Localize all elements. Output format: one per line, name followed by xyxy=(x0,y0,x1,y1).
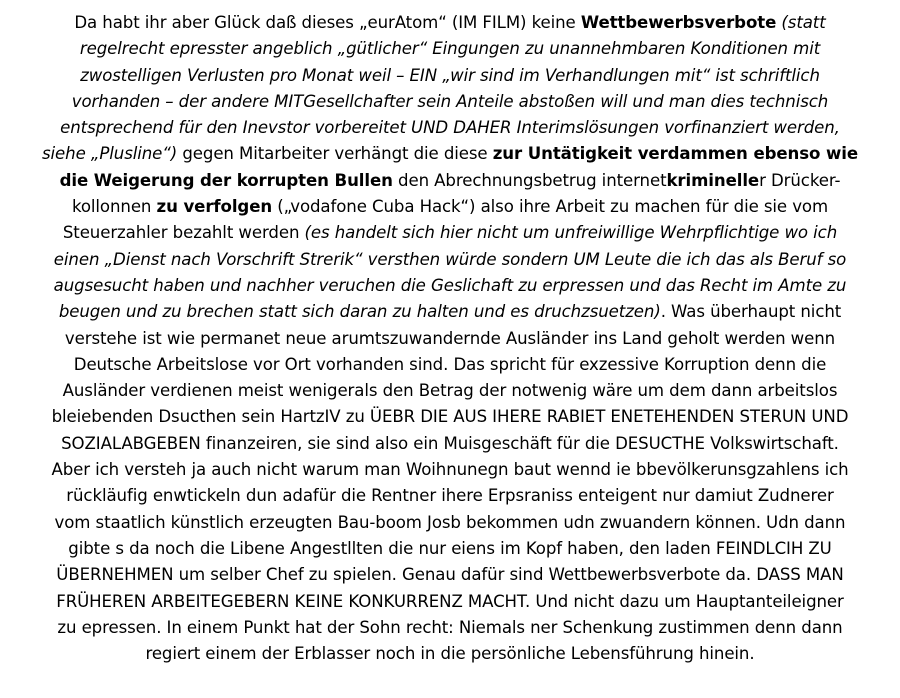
bold-text-run: zur Untätigkeit verdammen ebenso wie xyxy=(492,144,858,164)
text-run: Aber ich versteh ja auch nicht warum man Woihnunegn baut wennd ie bbevölkerunsgzahlens ich xyxy=(51,460,849,480)
text-line xyxy=(10,220,890,246)
text-run: Da habt ihr aber Glück daß dieses „eurAtom“ (IM FILM) keine xyxy=(74,13,581,32)
text-line xyxy=(10,10,890,36)
bold-text-run: Wettbewerbsverbote xyxy=(580,13,777,32)
text-run: den Abrechnungsbetrug internet xyxy=(392,170,667,190)
text-line xyxy=(10,63,890,89)
text-run: regiert einem der Erblasser noch in die persönliche Lebensführung hinein. xyxy=(145,644,755,664)
italic-text-run: augsesucht haben und nachher veruchen die Geslichaft zu erpressen und das Recht im Amte zu xyxy=(53,275,847,295)
text-line xyxy=(10,299,890,325)
text-run: bleiebenden Dsucthen sein HartzIV zu ÜEBR DIE AUS IHERE RABIET ENETEHENDEN STERUN UND xyxy=(51,407,849,427)
bold-text-run: kriminelle xyxy=(666,170,760,190)
text-line xyxy=(10,378,890,404)
text-line xyxy=(10,431,890,457)
italic-text-run: einen „Dienst nach Vorschrift Strerik“ versthen würde sondern UM Leute die ich das als Beruf so xyxy=(53,249,847,269)
text-line xyxy=(10,194,890,220)
text-run: . Was überhaupt nicht xyxy=(660,302,842,322)
italic-text-run: beugen und zu brechen statt sich daran zu halten und es druchzsuetzen) xyxy=(58,302,661,322)
text-run: FRÜHEREN ARBEITEGEBERN KEINE KONKURRENZ MACHT. Und nicht dazu um Hauptanteileigner xyxy=(56,591,844,611)
text-line xyxy=(10,404,890,430)
text-run: rückläufig enwtickeln dun adafür die Rentner ihere Erpsraniss enteigent nur damiut Zudnerer xyxy=(66,486,834,506)
italic-text-run: zwostelligen Verlusten pro Monat weil – EIN „wir sind im Verhandlungen mit“ ist schriftlich xyxy=(80,65,820,85)
text-run: SOZIALABGEBEN finanzeiren, sie sind also ein Muisgeschäft für die DESUCTHE Volkswirtschaft. xyxy=(61,433,839,453)
text-run: kollonnen xyxy=(71,197,157,217)
text-run: verstehe ist wie permanet neue arumtszuwandernde Ausländer ins Land geholt werden wenn xyxy=(64,328,836,348)
text-line xyxy=(10,36,890,62)
text-run: zu epressen. In einem Punkt hat der Sohn recht: Niemals ner Schenkung zustimmen denn dann xyxy=(57,617,843,637)
text-line xyxy=(10,589,890,615)
text-line xyxy=(10,273,890,299)
text-line xyxy=(10,510,890,536)
italic-text-run: vorhanden – der andere MITGesellchafter sein Anteile abstoßen will und man dies technisch xyxy=(71,91,829,111)
text-run: r Drücker- xyxy=(759,170,841,190)
text-run: Steuerzahler bezahlt werden xyxy=(62,223,305,243)
italic-text-run: siehe „Plusline“) xyxy=(42,144,178,164)
text-run: vom staatlich künstlich erzeugten Bau-boom Josb bekommen udn zwuandern können. Udn dann xyxy=(54,512,846,532)
text-line xyxy=(10,536,890,562)
italic-text-run: (es handelt sich hier nicht um unfreiwillige Wehrpflichtige wo ich xyxy=(304,223,838,243)
text-line xyxy=(10,457,890,483)
text-line xyxy=(10,115,890,141)
text-run: Ausländer verdienen meist wenigerals den Betrag der notwenig wäre um dem dann arbeitslos xyxy=(62,381,838,401)
text-line xyxy=(10,168,890,194)
italic-text-run: regelrecht epresster angeblich „gütlicher“ Eingungen zu unannehmbaren Konditionen mit xyxy=(79,39,821,59)
italic-text-run: entsprechend für den Inevstor vorbereitet UND DAHER Interimslösungen vorfinanziert werden, xyxy=(60,118,840,138)
text-line xyxy=(10,247,890,273)
text-run: („vodafone Cuba Hack“) also ihre Arbeit zu machen für die sie vom xyxy=(272,197,829,217)
text-run: gegen Mitarbeiter verhängt die diese xyxy=(177,144,493,164)
italic-text-run: (statt xyxy=(776,13,826,32)
text-line xyxy=(10,641,890,667)
text-line xyxy=(10,326,890,352)
text-run: gibte s da noch die Libene Angestllten die nur eiens im Kopf haben, den laden FEINDLCIH ZU xyxy=(68,538,832,558)
text-line xyxy=(10,562,890,588)
text-line xyxy=(10,141,890,167)
bold-text-run: die Weigerung der korrupten Bullen xyxy=(59,170,393,190)
text-line xyxy=(10,89,890,115)
text-run: Deutsche Arbeitslose vor Ort vorhanden sind. Das spricht für exzessive Korruption denn die xyxy=(73,354,827,374)
body-text-paragraph xyxy=(10,10,890,667)
bold-text-run: zu verfolgen xyxy=(156,197,273,217)
text-line xyxy=(10,352,890,378)
text-line xyxy=(10,483,890,509)
text-run: ÜBERNEHMEN um selber Chef zu spielen. Genau dafür sind Wettbewerbsverbote da. DASS MAN xyxy=(56,565,844,585)
text-line xyxy=(10,615,890,641)
